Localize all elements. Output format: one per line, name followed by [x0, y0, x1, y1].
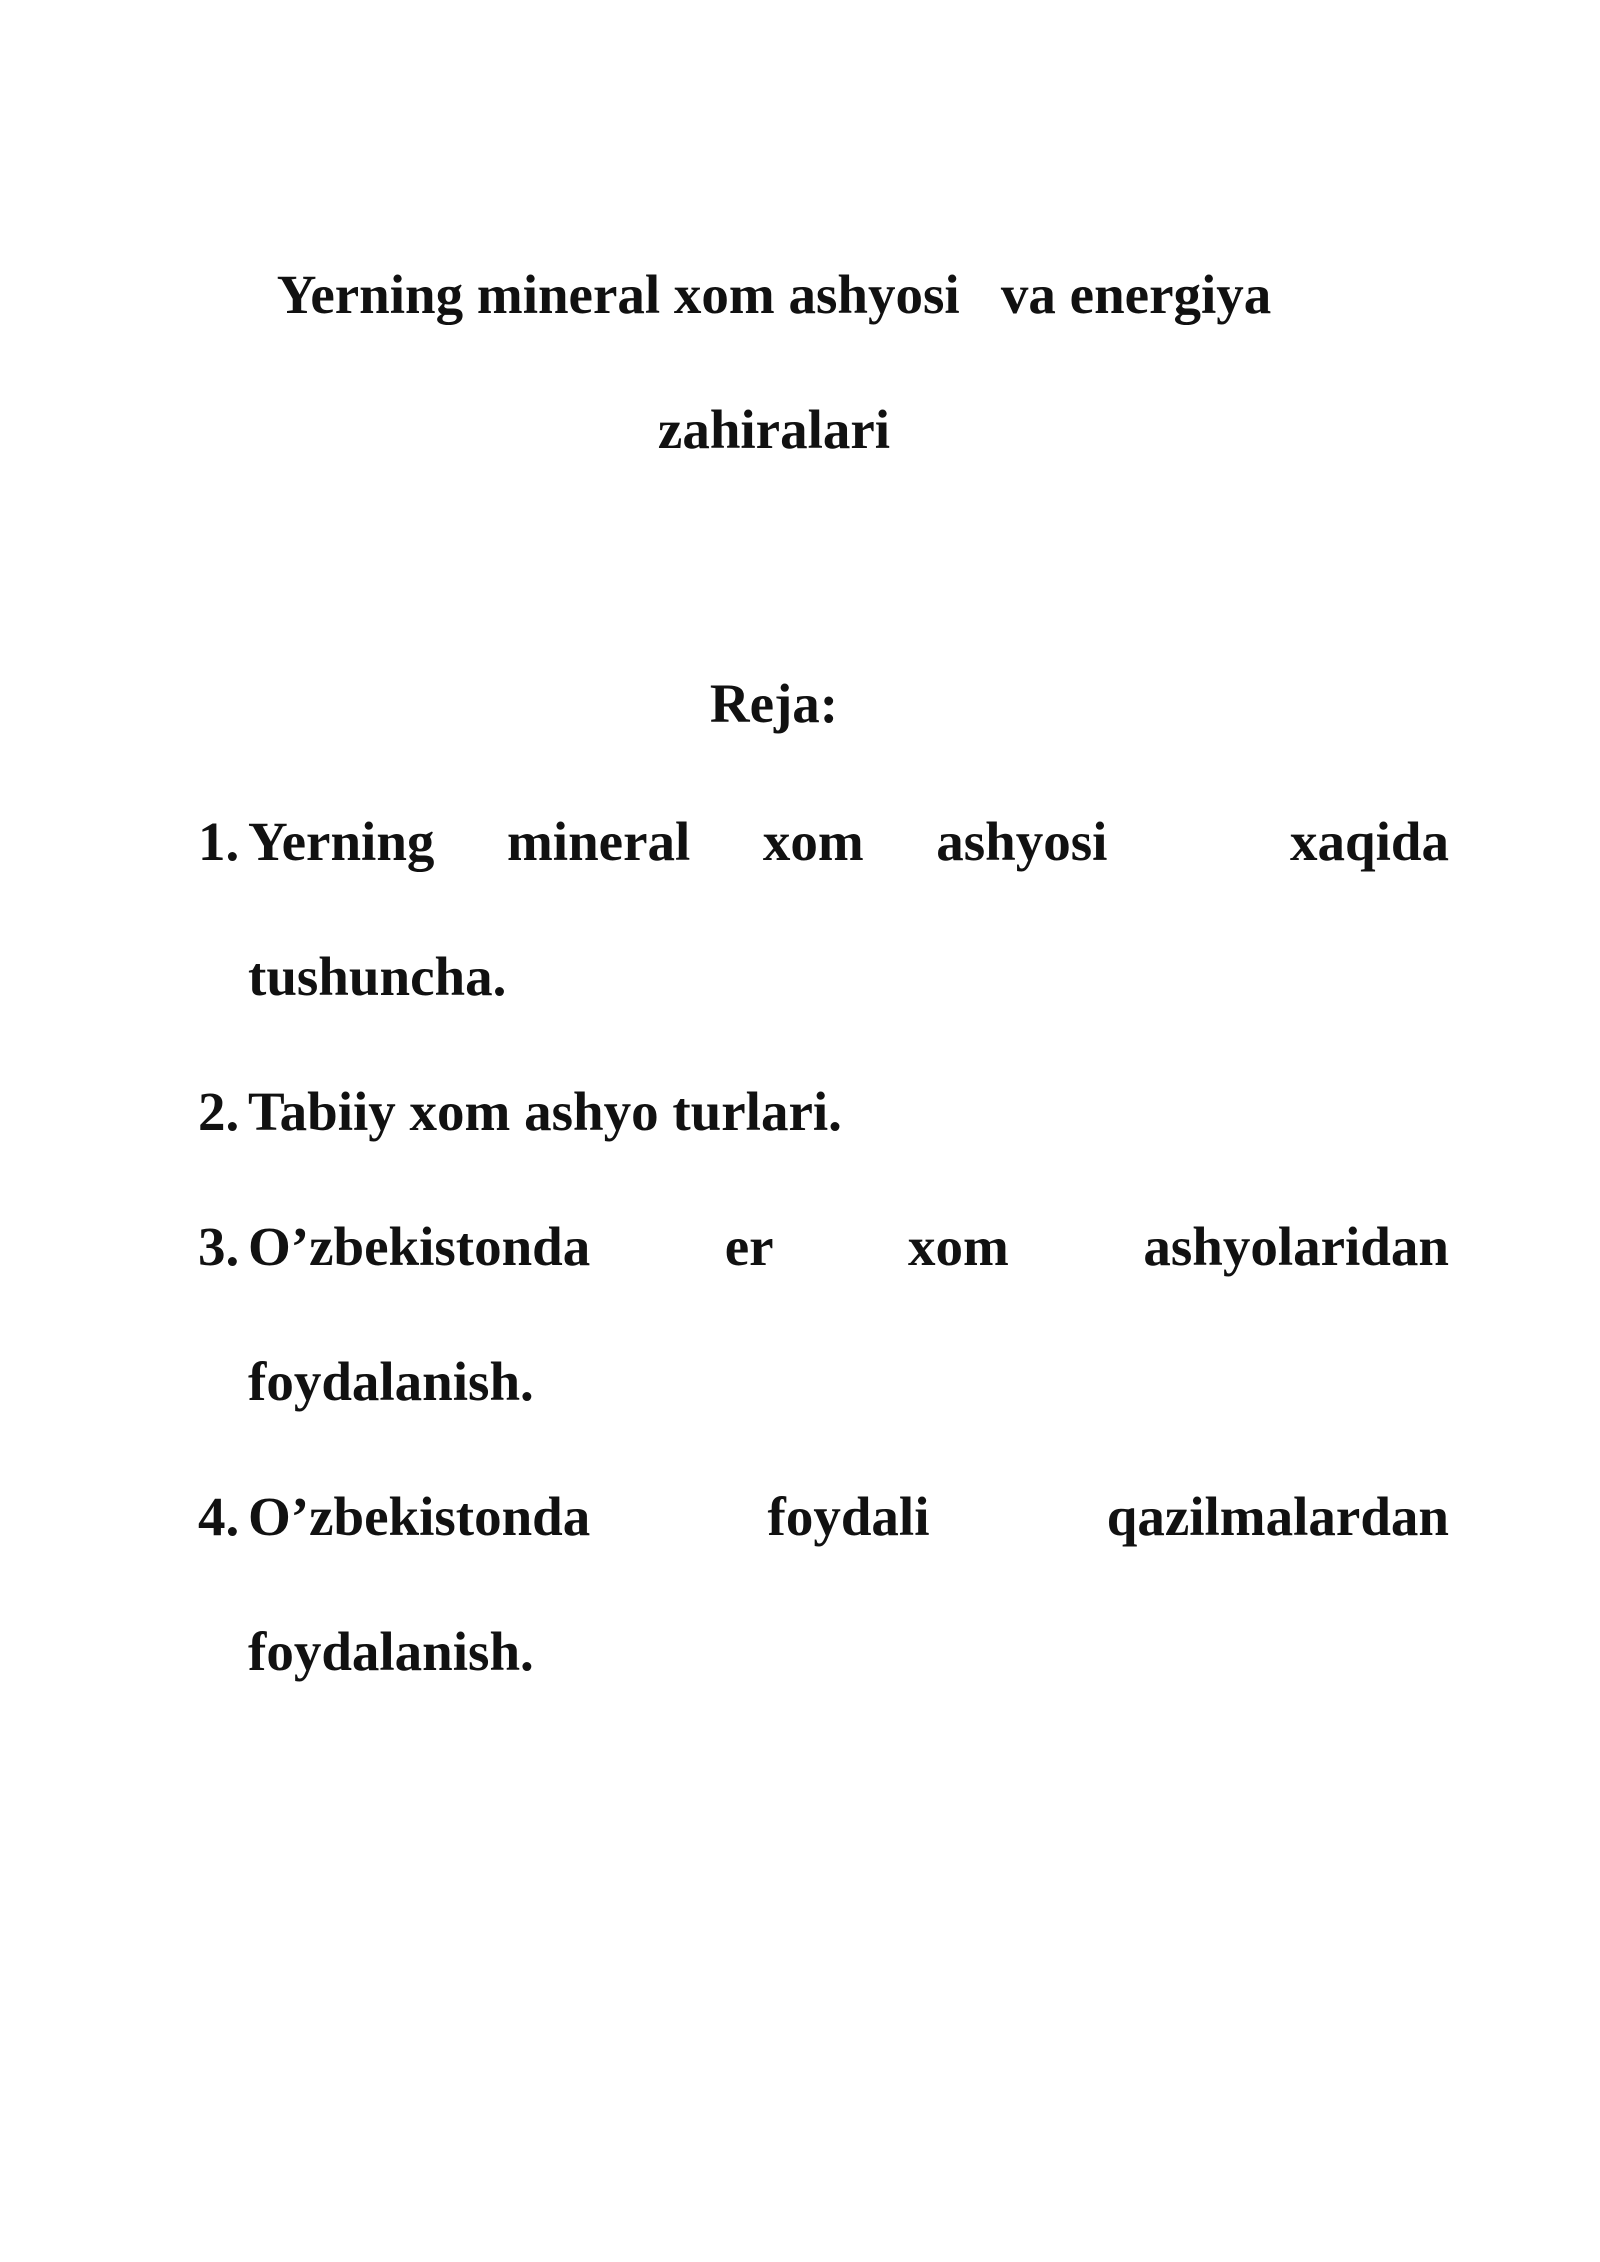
list-item-word: qazilmalardan	[1106, 1486, 1449, 1547]
list-item-word: xom	[908, 1216, 1009, 1277]
list-item-1-line-2: tushuncha.	[248, 946, 507, 1007]
list-item-word: mineral	[506, 811, 691, 872]
list-item-word: ashyolaridan	[1143, 1216, 1449, 1277]
list-item-word: Yerning	[248, 811, 435, 872]
list-item-number: 1.	[198, 811, 240, 872]
document-title-line-2: zahiralari	[657, 399, 891, 460]
plan-heading: Reja:	[709, 673, 839, 734]
list-item-word: foydali	[767, 1486, 930, 1547]
list-item-word: ashyosi	[936, 811, 1108, 872]
document-title-line-1: Yerning mineral xom ashyosi va energiya	[276, 264, 1272, 325]
list-item-word: O’zbekistonda	[248, 1216, 591, 1277]
list-item-4-line-2: foydalanish.	[248, 1621, 534, 1682]
list-item-3-line-2: foydalanish.	[248, 1351, 534, 1412]
list-item-2-line-1: Tabiiy xom ashyo turlari.	[248, 1081, 842, 1142]
list-item-word: O’zbekistonda	[248, 1486, 591, 1547]
list-item-word: xaqida	[1290, 811, 1449, 872]
list-item-4-line-1	[248, 1485, 1449, 1549]
list-item-number: 4.	[198, 1486, 240, 1547]
list-item-number: 2.	[198, 1081, 240, 1142]
list-item-3-line-1	[248, 1215, 1449, 1279]
list-item-word: xom	[762, 811, 864, 872]
list-item-word: er	[724, 1216, 774, 1277]
list-item-1-line-1	[248, 810, 1449, 874]
list-item-number: 3.	[198, 1216, 240, 1277]
